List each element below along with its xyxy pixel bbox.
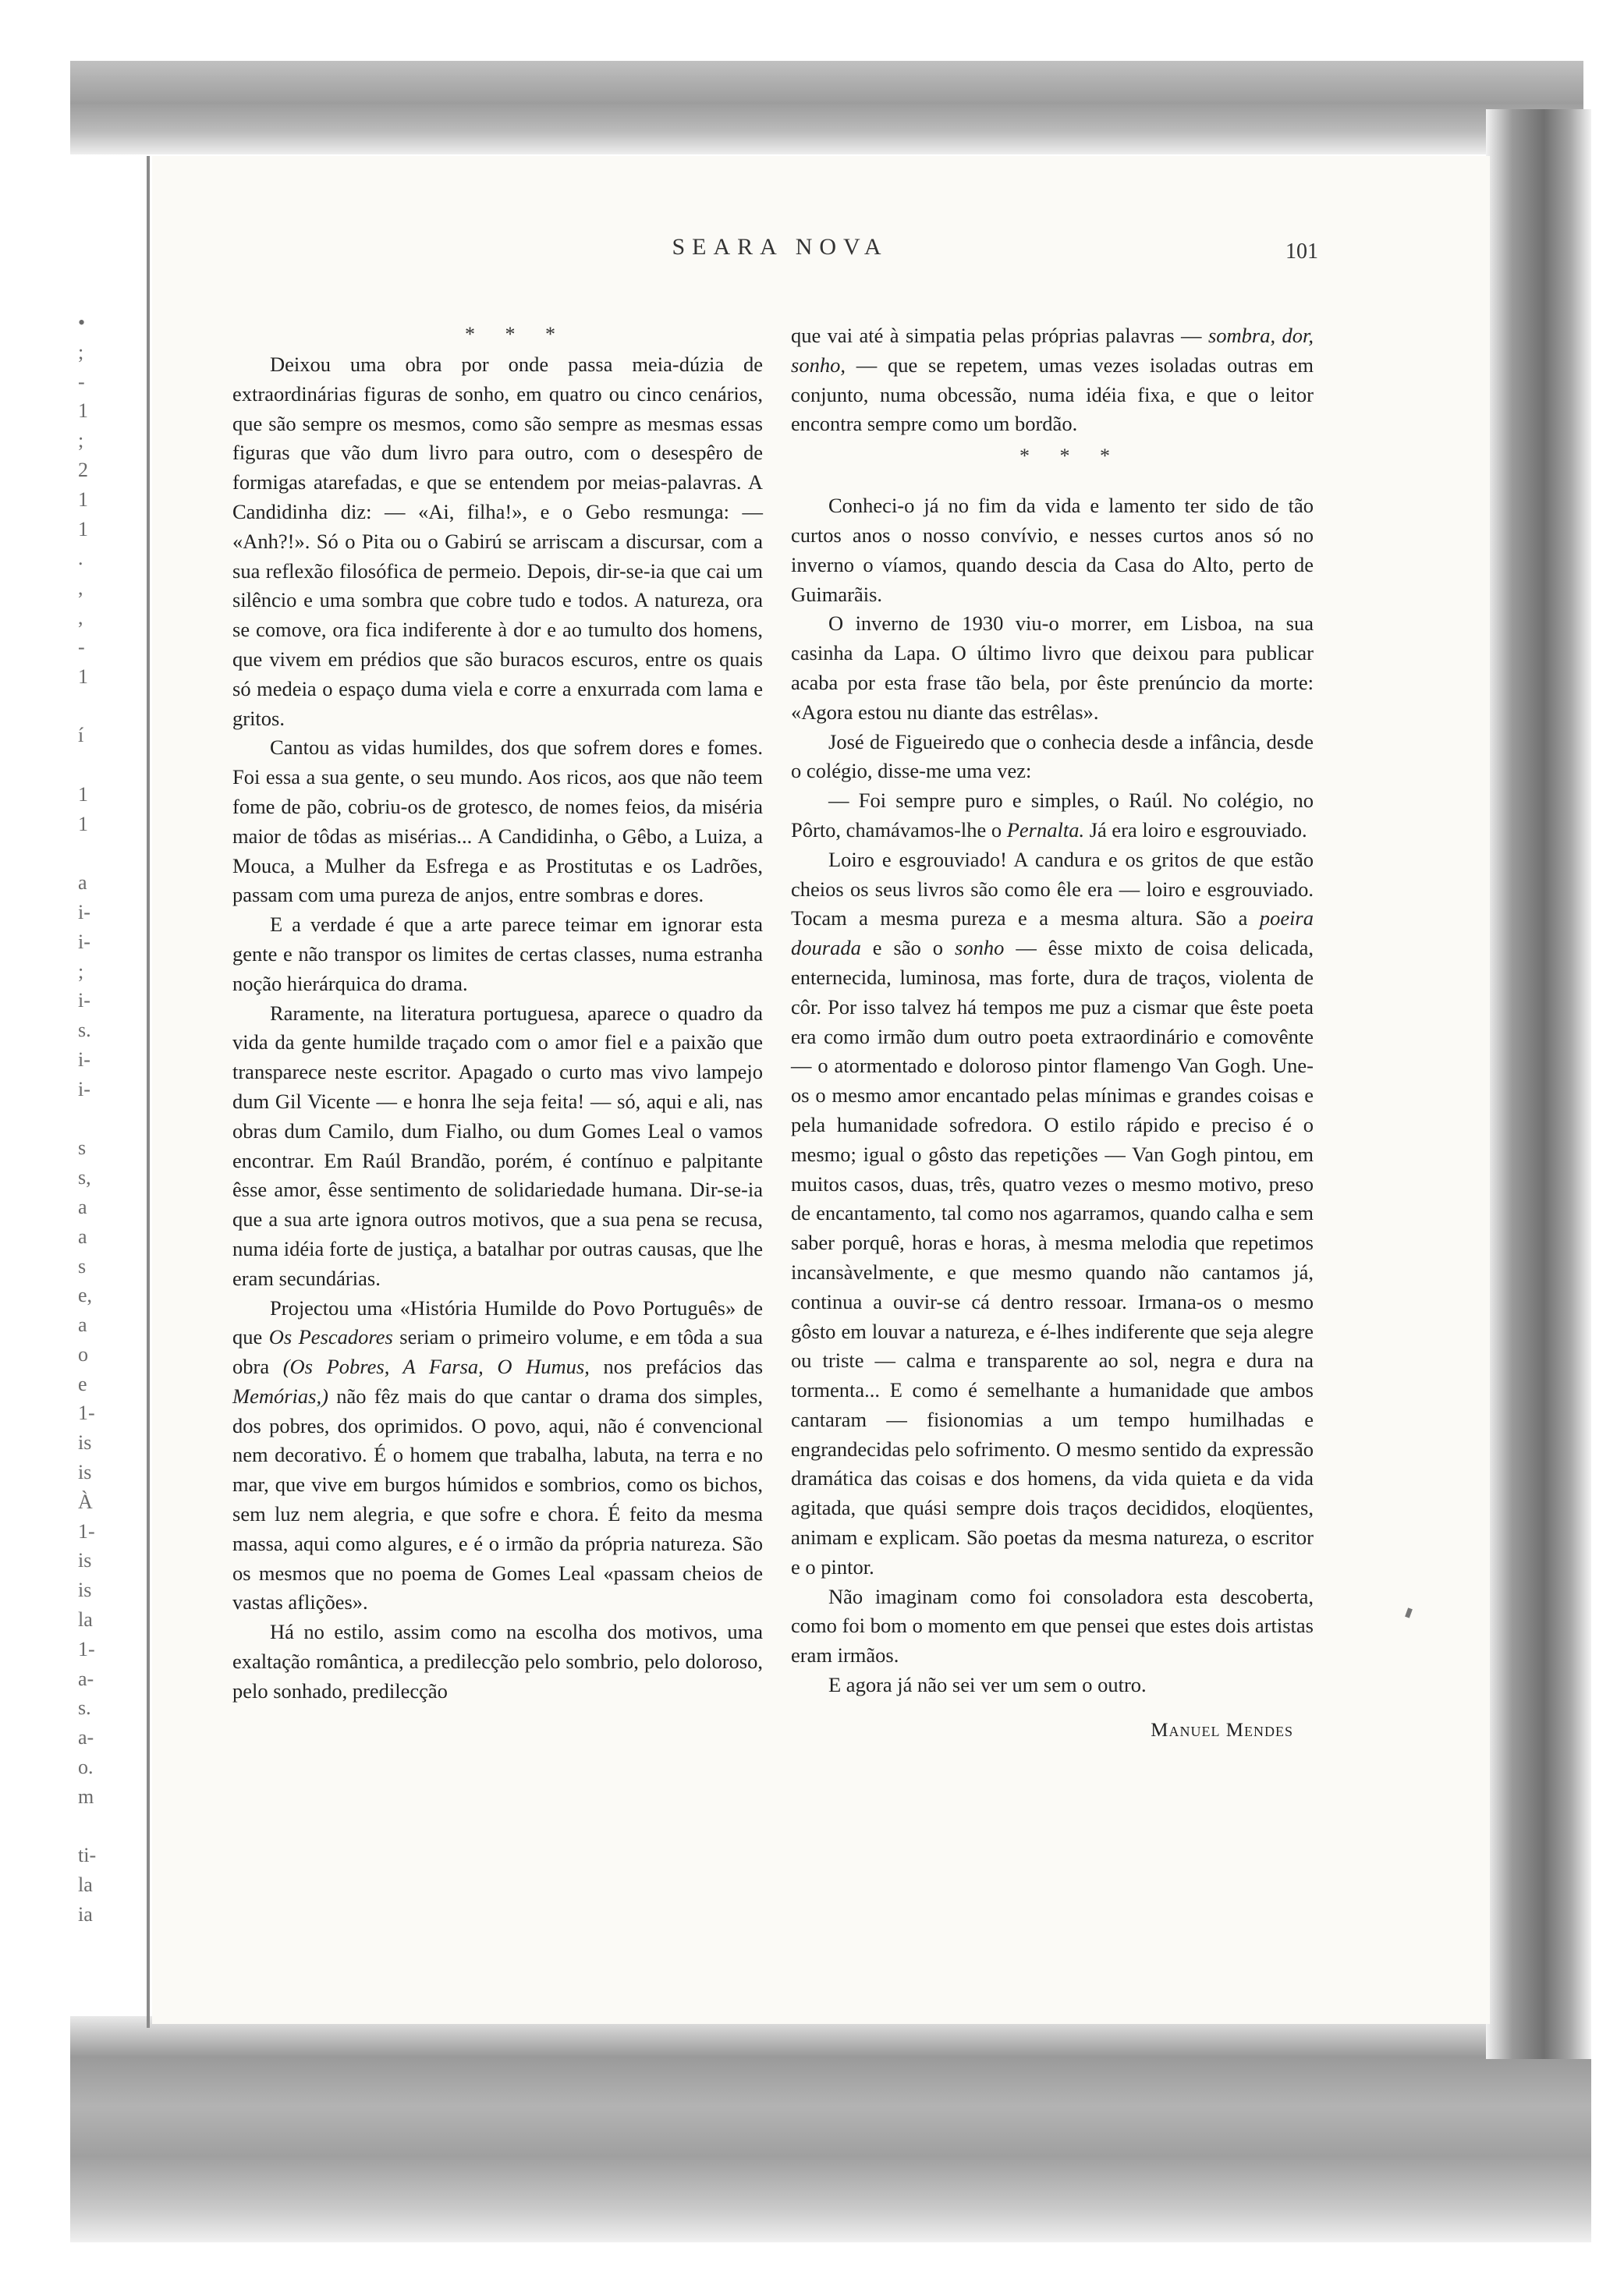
bleed-through-glyph <box>78 1104 125 1134</box>
bleed-through-glyph: i- <box>78 989 90 1012</box>
bleed-through-glyph: À <box>78 1490 93 1513</box>
bleed-through-glyph: s <box>78 1254 87 1278</box>
section-asterism: * * * <box>465 323 568 346</box>
paragraph <box>232 1294 763 1618</box>
left-column <box>232 321 763 1707</box>
text-run: — Foi sempre puro e simples, o Raúl. No colégio, no Pôrto, chamávamos-lhe o <box>791 789 1314 842</box>
emphasis: poeira dourada <box>791 906 1314 960</box>
bleed-through-glyph: ti- <box>78 1844 97 1867</box>
bleed-through-glyph <box>78 691 125 721</box>
text-run: — êsse mixto de coisa delicada, enternecida, luminosa, mas forte, dura de traços, violenta de côr. Por isso talvez há tempos me puz a cismar que êste poeta era como irmão dum outro poeta extraordinário e comovênte — o atormentado e doloroso pintor flamengo Van Gogh. Une-os o mesmo amor encantado pelas mínimas e grandes coisas e pela humanidade sofredora. O estilo rápido e preciso é o mesmo; igual o gôsto das repetições — Van Gogh pintou, em muitos casos, duas, três, quatro vezes o mesmo motivo, preso de encantamento, tal como nos agarramos, quando calha e sem saber porquê, horas e horas, à mesma melodia que repetimos incansàvelmente, e que mesmo quando não cantamos já, continua a ouvir-se cá dentro ressoar. Irmana-os o mesmo gôsto em louvar a natureza, e é-lhes indiferente que seja alegre ou triste — calma e transparente ao sol, negra e dura na tormenta... E como é semelhante a humanidade que ambos cantaram — fisionomias a um tempo humilhadas e engrandecidas pelo sofrimento. O mesmo sentido da expressão dramática das coisas e dos homens, da vida quieta e da vida agitada, que quási sempre dois traços decididos, eloqüentes, animam e explicam. São poetas da mesma natureza, o escritor e o pintor. <box>791 936 1314 1579</box>
bleed-through-glyph: - <box>78 635 85 658</box>
paragraph: Há no estilo, assim como na escolha dos motivos, uma exaltação romântica, a predilecção pelo sombrio, pelo doloroso, pelo sonhado, predilecção <box>232 1620 763 1703</box>
bleed-through-glyph: 1 <box>78 399 88 423</box>
bleed-through-glyph: 1 <box>78 812 88 835</box>
paragraph: O inverno de 1930 viu-o morrer, em Lisboa, na sua casinha da Lapa. O último livro que deixou para publicar acaba por esta frase tão bela, por êste prenúncio da morte: «Agora estou nu diante das estrêlas». <box>791 611 1314 724</box>
page-left-edge <box>147 156 150 2028</box>
paragraph: Raramente, na literatura portuguesa, aparece o quadro da vida da gente humilde traçado com o amor fiel e a paixão que transparece neste escritor. Apagado o curto mas vivo lampejo dum Gil Vicente — e honra lhe seja feita! — só, aqui e ali, nas obras dum Camilo, dum Fialho, ou dum Gomes Leal o vamos encontrar. Em Raúl Brandão, porém, é contínuo e palpitante êsse amor, êsse sentimento de solidariedade humana. Dir-se-ia que a sua arte ignora outros motivos, que a sua pena se recusa, numa idéia forte de justiça, a batalhar por outras causas, que lhe eram secundárias. <box>232 1001 763 1290</box>
work-title: Os Pescadores <box>268 1325 393 1349</box>
bleed-through-glyph: • <box>78 311 86 334</box>
bleed-through-glyph: - <box>78 370 85 393</box>
bleed-through-glyph: ; <box>78 959 84 983</box>
bleed-through-glyph: i- <box>78 1077 90 1100</box>
bleed-through-glyph: a- <box>78 1667 94 1690</box>
paragraph: José de Figueiredo que o conhecia desde a infância, desde o colégio, disse-me uma vez: <box>791 729 1314 783</box>
bleed-through-glyph: . <box>78 547 83 570</box>
bleed-through-glyph: , <box>78 576 83 600</box>
bleed-through-glyph: a <box>78 1313 87 1337</box>
paragraph: Não imaginam como foi consoladora esta descoberta, como foi bom o momento em que pensei que estes dois artistas eram irmãos. <box>791 1584 1314 1668</box>
running-title: SEARA NOVA <box>672 234 888 260</box>
bleed-through-glyph: is <box>78 1549 92 1572</box>
text-run: que vai até à simpatia pelas próprias palavras — <box>791 324 1208 347</box>
bleed-through-glyph: ia <box>78 1903 93 1926</box>
emphasis: sonho <box>955 936 1005 960</box>
bleed-through-glyph <box>78 838 125 868</box>
paragraph: Conheci-o já no fim da vida e lamento ter sido de tão curtos anos o nosso convívio, e nesses curtos anos só no inverno o víamos, quando descia da Casa do Alto, perto de Guimarãis. <box>791 494 1314 606</box>
bleed-through-glyph: i- <box>78 1047 90 1071</box>
work-title: (Os Pobres, A Farsa, O Humus, <box>282 1355 590 1379</box>
paragraph <box>791 845 1314 1582</box>
text-run: Projectou uma «História Humilde do Povo Português» de que <box>232 1295 763 1349</box>
paragraph <box>791 786 1314 845</box>
bleed-through-glyph: 1 <box>78 782 88 806</box>
bleed-through-glyph <box>78 750 125 780</box>
section-asterism: * * * <box>1019 445 1122 468</box>
paragraph-continuation <box>791 321 1314 439</box>
text-run: Loiro e esgrouviado! A candura e os gritos de que estão cheios os seus livros são como êle era — loiro e esgrouviado. Tocam a mesma pureza e a mesma altura. São a <box>791 847 1314 930</box>
text-run: — que se repetem, umas vezes isoladas outras em conjunto, numa obcessão, numa idéia fixa, e que o leitor encontra sempre como um bordão. <box>791 353 1314 436</box>
bleed-through-glyph <box>78 1812 125 1841</box>
bleed-through-glyph: s. <box>78 1019 91 1042</box>
scanner-shadow-right <box>1486 109 1591 2059</box>
bleed-through-glyph: m <box>78 1784 94 1808</box>
paragraph: E a verdade é que a arte parece teimar em ignorar esta gente e não transpor os limites de certas classes, numa estranha noção hierárquica do drama. <box>232 913 763 995</box>
bleed-through-glyph: is <box>78 1461 92 1484</box>
text-run: seriam o primeiro volume, e em tôda a sua obra <box>232 1325 763 1379</box>
bleed-through-glyph: 2 <box>78 458 88 481</box>
bleed-through-glyph: 1 <box>78 665 88 688</box>
right-column <box>791 321 1314 1746</box>
bleed-through-glyph: 1- <box>78 1519 95 1543</box>
bleed-through-glyph: a <box>78 1195 87 1218</box>
bleed-through-glyph: s, <box>78 1166 91 1189</box>
bleed-through-glyph: s. <box>78 1696 91 1720</box>
paragraph: Deixou uma obra por onde passa meia-dúzia de extraordinárias figuras de sonho, em quatro ou cinco cenários, que são sempre os mesmos, como são sempre as mesmas essas figuras que vão dum livro para outro, com o desespêro de formigas atarefadas, e que se entendem por meias-palavras. A Candidinha diz: — «Ai, filha!», e o Gebo resmunga: — «Anh?!». Só o Pita ou o Gabirú se arriscam a discursar, com a sua reflexão filosófica de permeio. Depois, dir-se-ia que cai um silêncio e uma sombra que cobre tudo e todos. A natureza, ora se comove, ora fica indiferente à dor e ao tumulto dos homens, que vivem em prédios que são buracos escuros, entre os quais só medeia o espaço duma viela e corre a enxurrada com lama e gritos. <box>232 353 763 730</box>
text-run: e são o <box>860 936 956 960</box>
bleed-through-glyph: í <box>78 724 84 747</box>
scanner-shadow-top <box>70 61 1583 154</box>
bleed-through-glyph: o <box>78 1342 88 1366</box>
bleed-through-glyph: 1- <box>78 1637 95 1660</box>
bleed-through-glyph: o. <box>78 1756 94 1779</box>
bleed-through-glyph: e, <box>78 1284 93 1307</box>
bleed-through-glyph: a <box>78 1225 87 1248</box>
bleed-through-glyph: 1- <box>78 1402 95 1425</box>
scanner-shadow-bottom <box>70 2016 1591 2242</box>
paragraph: Cantou as vidas humildes, dos que sofrem dores e fomes. Foi essa a sua gente, o seu mundo. Aos ricos, aos que não teem fome de pão, cobriu-os de grotesco, de nomes feios, da miséria maior de tôdas as misérias... A Candidinha, o Gêbo, a Luiza, a Mouca, a Mulher da Esfrega e as Prostitutas e os Ladrões, passam com uma pureza de anjos, entre sombras e dores. <box>232 735 763 907</box>
page-number: 101 <box>1285 239 1318 264</box>
work-title: Memórias,) <box>232 1384 328 1408</box>
bleed-through-glyph: s <box>78 1136 87 1160</box>
bleed-through-glyph: la <box>78 1873 93 1897</box>
author-signature: Manuel Mendes <box>1151 1719 1293 1741</box>
text-run: não fêz mais do que cantar o drama dos simples, dos pobres, dos oprimidos. O povo, aqui, não é convencional nem decorativo. É o homem que trabalha, labuta, na terra e no mar, que vive em burgos húmidos e sombrios, como os bichos, sem luz nem alegria, e que sofre e chora. É feito da mesma massa, aqui como algures, e é o irmão da própria natureza. São os mesmos que no poema de Gomes Leal «passam cheios de vastas aflições». <box>232 1384 763 1614</box>
paragraph: E agora já não sei ver um sem o outro. <box>828 1673 1147 1697</box>
text-run: Já era loiro e esgrouviado. <box>1084 817 1307 842</box>
bleed-through-glyph: a- <box>78 1726 94 1749</box>
bleed-through-glyph: ; <box>78 429 84 452</box>
emphasis: Pernalta. <box>1006 817 1085 842</box>
bleed-through-column <box>78 308 125 1930</box>
bleed-through-glyph: is <box>78 1579 92 1602</box>
bleed-through-glyph: is <box>78 1431 92 1455</box>
bleed-through-glyph: i- <box>78 930 90 953</box>
bleed-through-glyph: 1 <box>78 487 88 511</box>
emphasis: sombra, dor, sonho, <box>791 324 1314 377</box>
bleed-through-glyph: i- <box>78 900 90 923</box>
bleed-through-glyph: , <box>78 605 83 629</box>
bleed-through-glyph: a <box>78 871 87 895</box>
text-run: nos prefácios das <box>589 1355 764 1379</box>
bleed-through-glyph: 1 <box>78 517 88 540</box>
bleed-through-glyph: ; <box>78 340 84 363</box>
bleed-through-glyph: la <box>78 1608 93 1632</box>
bleed-through-glyph: e <box>78 1372 87 1395</box>
